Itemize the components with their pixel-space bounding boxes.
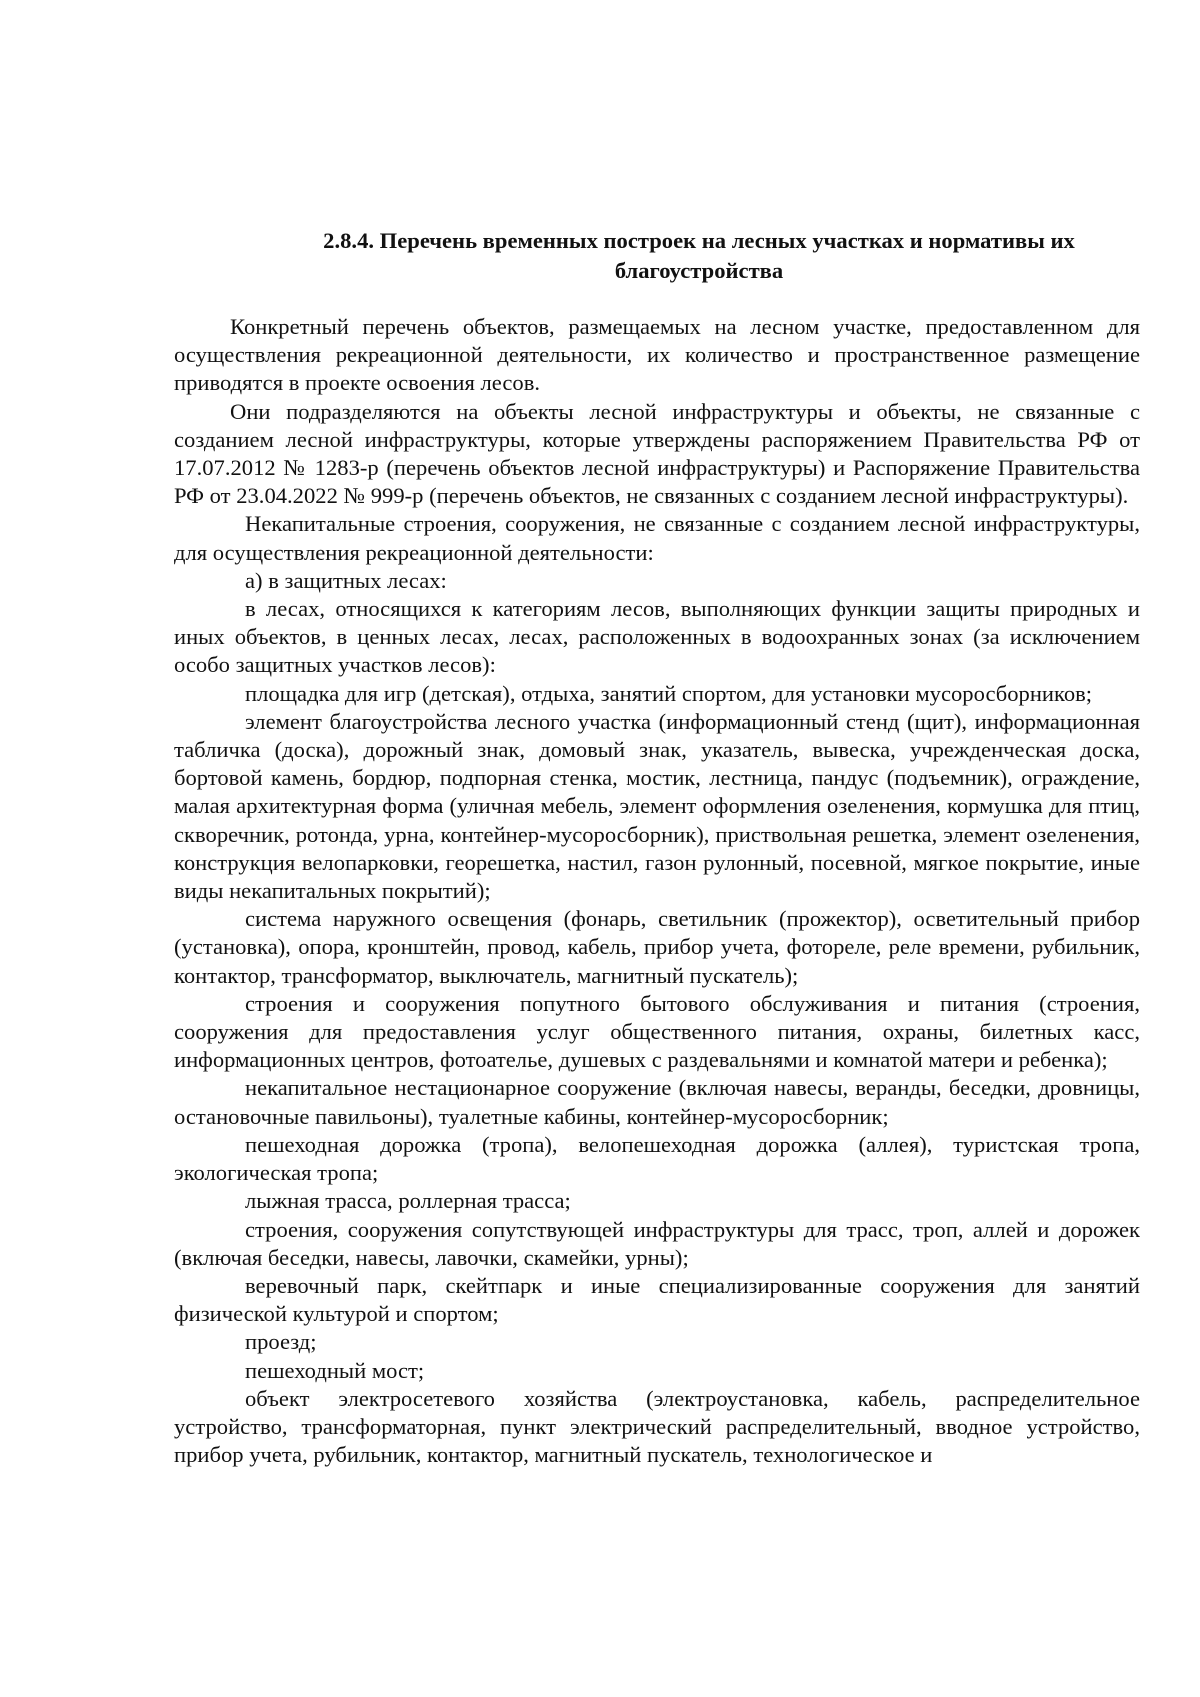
list-item: строения, сооружения сопутствующей инфраструктуры для трасс, троп, аллей и дорожек (включая беседки, навесы, лавочки, скамейки, урны); bbox=[174, 1216, 1140, 1270]
list-item: пешеходная дорожка (тропа), велопешеходная дорожка (аллея), туристская тропа, экологическая тропа; bbox=[174, 1131, 1140, 1186]
list-item: некапитальное нестационарное сооружение (включая навесы, веранды, беседки, дровницы, остановочные павильоны), туалетные кабины, контейнер-мусоросборник; bbox=[174, 1075, 1140, 1129]
paragraph: Они подразделяются на объекты лесной инфраструктуры и объекты, не связанные с созданием лесной инфраструктуры, которые утверждены распоряжением Правительства РФ от 17.07.2012 № 1283-р (перечень объектов лесной инфраструктуры) и Распоряжение Правительства РФ от 23.04.2022 № 999-р (перечень объектов, не связанных с созданием лесной инфраструктуры). bbox=[174, 398, 1140, 509]
list-item: пешеходный мост; bbox=[245, 1357, 425, 1383]
list-item: веревочный парк, скейтпарк и иные специализированные сооружения для занятий физической культурой и спортом; bbox=[174, 1272, 1140, 1327]
list-item: система наружного освещения (фонарь, светильник (прожектор), осветительный прибор (установка), опора, кронштейн, провод, кабель, прибор учета, фотореле, реле времени, рубильник, контактор, трансформатор, выключатель, магнитный пускатель); bbox=[174, 906, 1140, 988]
list-item: элемент благоустройства лесного участка (информационный стенд (щит), информационная табличка (доска), дорожный знак, домовый знак, указатель, вывеска, учрежденческая доска, бортовой камень, бордюр, подпорная стенка, мостик, лестница, пандус (подъемник), ограждение, малая архитектурная форма (уличная мебель, элемент оформления озеленения, кормушка для птиц, скворечник, ротонда, урна, контейнер-мусоросборник), приствольная решетка, элемент озеленения, конструкция велопарковки, георешетка, настил, газон рулонный, посевной, мягкое покрытие, иные виды некапитальных покрытий); bbox=[174, 708, 1140, 904]
section-title-line-2: благоустройства bbox=[614, 258, 784, 283]
list-item: лыжная трасса, роллерная трасса; bbox=[245, 1188, 571, 1214]
paragraph: Некапитальные строения, сооружения, не связанные с созданием лесной инфраструктуры, для осуществления рекреационной деятельности: bbox=[174, 511, 1140, 565]
list-item: в лесах, относящихся к категориям лесов, выполняющих функции защиты природных и иных объектов, в ценных лесах, лесах, расположенных в водоохранных зонах (за исключением особо защитных участков лесов): bbox=[174, 596, 1140, 678]
list-item: проезд; bbox=[245, 1329, 317, 1355]
paragraph: Конкретный перечень объектов, размещаемых на лесном участке, предоставленном для осуществления рекреационной деятельности, их количество и пространственное размещение приводятся в проекте освоения лесов. bbox=[174, 314, 1140, 396]
section-title-line-1: 2.8.4. Перечень временных построек на лесных участках и нормативы их bbox=[323, 228, 1075, 253]
list-item: площадка для игр (детская), отдыха, занятий спортом, для установки мусоросборников; bbox=[245, 680, 1093, 706]
list-item: объект электросетевого хозяйства (электроустановка, кабель, распределительное устройство, трансформаторная, пункт электрический распределительный, вводное устройство, прибор учета, рубильник, контактор, магнитный пускатель, технологическое и bbox=[174, 1385, 1140, 1468]
list-heading: а) в защитных лесах: bbox=[245, 567, 447, 593]
document-body bbox=[174, 226, 1140, 1469]
list-item: строения и сооружения попутного бытового обслуживания и питания (строения, сооружения для предоставления услуг общественного питания, охраны, билетных касс, информационных центров, фотоателье, душевых с раздевальнями и комнатой матери и ребенка); bbox=[174, 990, 1140, 1073]
section-title bbox=[174, 226, 1140, 286]
